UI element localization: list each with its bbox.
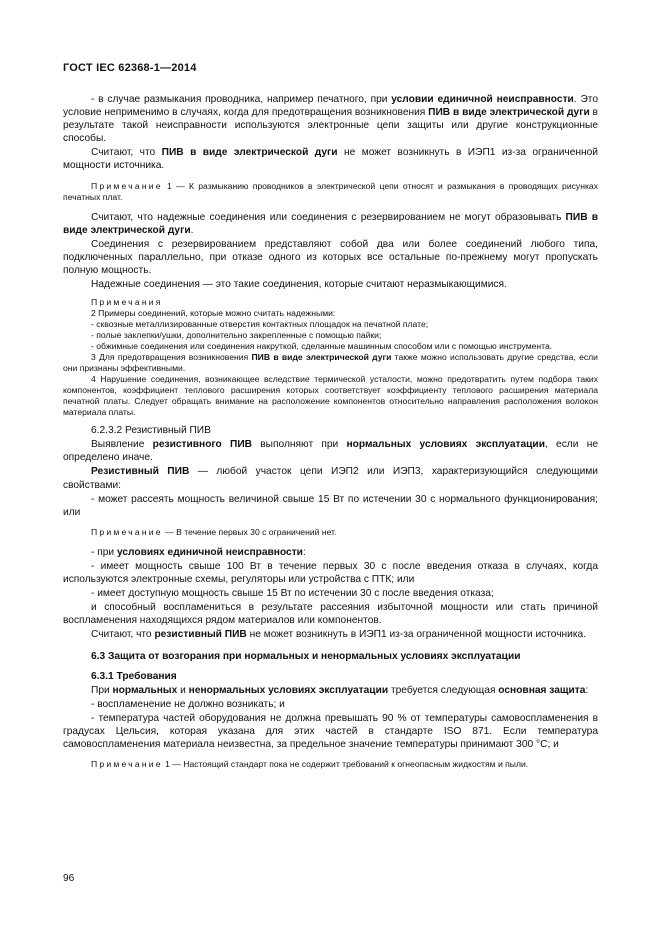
text-run: - обжимные соединения или соединения накруткой, сделанные машинным способом или с помощью инструмента.	[91, 341, 553, 352]
paragraph-p9	[63, 546, 598, 559]
bold-term: резистивный ПИВ	[154, 629, 247, 641]
paragraph-h6232	[63, 424, 598, 437]
text-run: - воспламенение не должно возникать; и	[91, 698, 285, 710]
text-run: — В течение первых 30 с ограничений нет.	[162, 526, 337, 537]
text-run: также можно использовать другие средства, если они признаны эффективными.	[63, 352, 598, 374]
paragraph-p7	[63, 465, 598, 491]
text-run: 6.3 Защита от возгорания при нормальных и ненормальных условиях эксплуатации	[91, 651, 521, 663]
text-run: - при	[91, 546, 117, 558]
paragraph-p10	[63, 560, 598, 586]
text-run: - может рассеять мощность величиной свыше 15 Вт по истечении 30 с нормального функционирования; или	[63, 493, 598, 518]
text-run: не может возникнуть в ИЭП1 из-за ограниченной мощности источника.	[246, 629, 587, 641]
bold-term: ПИВ в виде электрической дуги	[251, 352, 392, 363]
paragraph-n4	[63, 374, 598, 418]
text-run: Считают, что	[91, 147, 162, 159]
paragraph-p11	[63, 587, 598, 600]
text-run: При	[91, 684, 113, 696]
paragraph-p12	[63, 601, 598, 627]
text-run: в результате такой неисправности используются электронные цепи защиты или другие конструкционные способы.	[63, 107, 598, 145]
bold-term: ПИВ в виде электрической дуги	[428, 107, 590, 119]
text-run: — любой участок цепи ИЭП2 или ИЭП3, характеризующийся следующими свойствами:	[63, 466, 598, 491]
text-run: 6.2.3.2 Резистивный ПИВ	[91, 425, 211, 437]
paragraph-p16	[63, 712, 598, 751]
paragraph-n2c	[63, 330, 598, 341]
bold-term: Резистивный ПИВ	[91, 466, 190, 478]
paragraph-p8	[63, 493, 598, 519]
text-run: выполняют при	[252, 439, 347, 451]
text-run: :	[585, 684, 589, 696]
bold-term: условиях единичной неисправности	[116, 546, 303, 558]
paragraph-p1	[63, 93, 598, 145]
text-run: Выявление	[91, 439, 153, 451]
text-run: Примечание	[91, 759, 163, 770]
bold-term: условии единичной неисправности	[391, 94, 574, 105]
paragraph-p2	[63, 146, 598, 172]
text-run: Считают, что надежные соединения или соединения с резервированием не могут образовывать	[91, 211, 566, 223]
text-run: - имеет мощность свыше 100 Вт в течение первых 30 с после введения отказа в случаях, когда используются электронные схемы, регуляторы или устройства с ПТК; или	[63, 560, 598, 585]
text-run: и	[177, 684, 189, 696]
paragraph-n2h	[63, 297, 598, 308]
bold-term: ПИВ в виде электрической дуги	[63, 211, 598, 236]
text-run: Надежные соединения — это такие соединения, которые считают неразмыкающимися.	[91, 279, 507, 291]
paragraph-h63	[63, 650, 598, 663]
paragraph-h631	[63, 670, 598, 683]
paragraph-n2d	[63, 341, 598, 352]
text-run: требуется следующая	[388, 684, 499, 696]
bold-term: нормальных условиях эксплуатации	[346, 439, 545, 451]
paragraph-p6	[63, 438, 598, 464]
text-run: :	[302, 546, 306, 558]
paragraph-n2a	[63, 308, 598, 319]
text-run: 3 Для предотвращения возникновения	[91, 352, 252, 363]
text-run: Примечания	[91, 297, 163, 308]
text-run: , если не определено иначе.	[63, 439, 598, 464]
text-run: - температура частей оборудования не должна превышать 90 % от температуры самовоспламенения в градусах Цельсия, которая указана для этих частей в стандарте ISO 871. Если температура самовоспламенения материала неизвестна, за предельное значение температуры принимают 300 °С; и	[63, 712, 598, 750]
paragraph-p15	[63, 698, 598, 711]
page-number: 96	[63, 873, 75, 884]
paragraph-p13	[63, 628, 598, 641]
text-run: - полые заклепки/ушки, дополнительно закрепленные с помощью пайки;	[91, 330, 382, 341]
text-run: 4 Нарушение соединения, возникающее вследствие термической усталости, можно предотвратить путем подбора таких компонентов, коэффициент теплового расширения которых соответствует коэффициенту теплового расширения материала печатной платы. Следует обращать внимание на расположение компонентов относительно направления расположения волокон материала платы.	[63, 374, 598, 418]
paragraph-n5	[63, 527, 598, 538]
text-run: - сквозные металлизированные отверстия контактных площадок на печатной плате;	[91, 319, 429, 330]
paragraph-p14	[63, 684, 598, 697]
text-run: не может возникнуть в ИЭП1 из-за ограниченной мощности источника.	[63, 147, 598, 172]
bold-term: ненормальных условиях эксплуатации	[188, 684, 389, 696]
text-run: . Это условие неприменимо в случаях, когда для предотвращения возникновения	[63, 94, 598, 119]
paragraph-p4	[63, 238, 598, 277]
text-run: Считают, что	[91, 629, 155, 641]
bold-term: ПИВ в виде электрической дуги	[161, 147, 338, 159]
paragraph-n6	[63, 759, 598, 770]
text-run: Примечание	[91, 180, 163, 191]
paragraph-p3	[63, 211, 598, 237]
text-run: 1 — Настоящий стандарт пока не содержит требований к огнеопасным жидкостям и пыли.	[162, 759, 529, 770]
page-header: ГОСТ IEC 62368-1—2014	[63, 62, 197, 74]
text-run: 6.3.1 Требования	[91, 670, 177, 682]
bold-term: резистивного ПИВ	[152, 439, 253, 451]
text-run: .	[190, 224, 194, 236]
page-body	[63, 93, 598, 778]
text-run: 1 — К размыканию проводников в электрической цепи относят и размыкания в проводящих рисунках печатных плат.	[63, 180, 598, 202]
paragraph-n3	[63, 352, 598, 374]
paragraph-n1	[63, 181, 598, 203]
text-run: Примечание	[91, 526, 163, 537]
paragraph-n2b	[63, 319, 598, 330]
text-run: - имеет доступную мощность свыше 15 Вт по истечении 30 с после введения отказа;	[91, 588, 494, 600]
text-run: - в случае размыкания проводника, например печатного, при	[91, 94, 392, 105]
text-run: Соединения с резервированием представляют собой два или более соединений любого типа, подключенных параллельно, при отказе одного из которых все остальные по-прежнему могут пропускать полную мощность.	[63, 238, 598, 276]
text-run: и способный воспламениться в результате рассеяния избыточной мощности или стать причиной воспламенения находящихся рядом материалов или компонентов.	[63, 602, 598, 627]
bold-term: нормальных	[112, 684, 178, 696]
text-run: 2 Примеры соединений, которые можно считать надежными:	[91, 308, 336, 319]
bold-term: основная защита	[498, 684, 586, 696]
paragraph-p5	[63, 278, 598, 291]
